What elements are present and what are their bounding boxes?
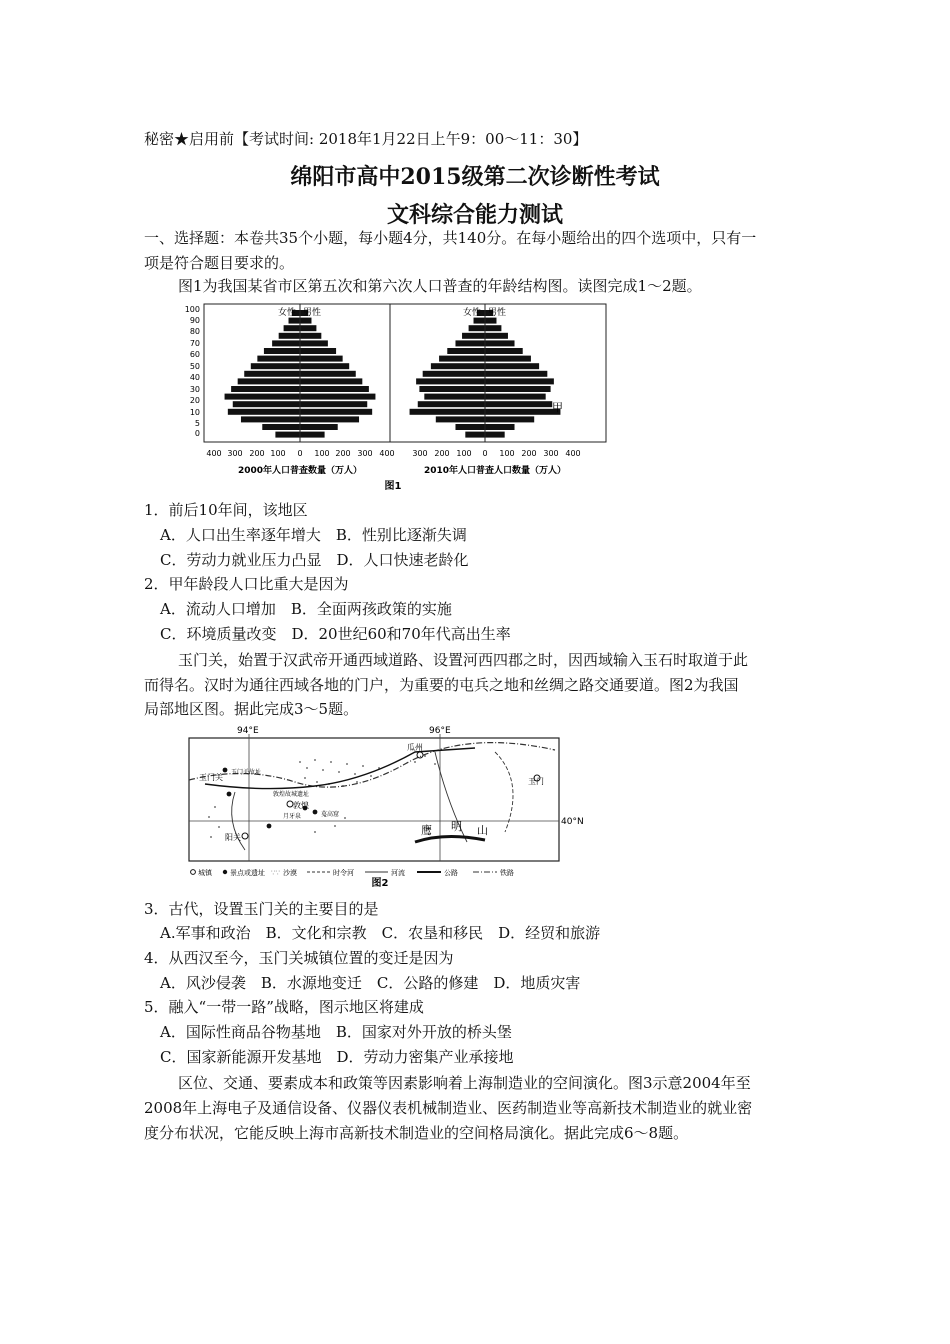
x-tick: 100	[314, 449, 330, 458]
left-axis-label: 2000年人口普查数量（万人）	[237, 466, 363, 476]
svg-text:∵∵: ∵∵	[271, 869, 280, 877]
place-yumen: 玉门	[528, 777, 544, 786]
figure1-svg	[180, 300, 610, 495]
passage3-line1: 区位、交通、要素成本和政策等因素影响着上海制造业的空间演化。图3示意2004年至	[178, 1074, 751, 1092]
town-dot	[417, 752, 423, 758]
railway	[189, 743, 555, 788]
legend-site: 景点或遗址	[230, 869, 265, 877]
lat-40-label: 40°N	[561, 817, 584, 827]
y-tick: 50	[189, 362, 200, 371]
x-tick: 300	[543, 449, 559, 458]
place-dunhuang: 敦煌	[293, 801, 309, 810]
site-dunhuang-old-city: 敦煌故城遗址	[273, 791, 310, 798]
passage2-line1: 玉门关，始置于汉武帝开通西域道路、设置河西四郡之时，因西域输入玉石时取道于此	[178, 651, 749, 669]
mountain-ridge	[415, 836, 485, 842]
lon-94-label: 94°E	[237, 726, 259, 736]
mountain-char-1: 鹰	[421, 824, 432, 837]
x-tick: 400	[206, 449, 222, 458]
site-dot	[223, 768, 228, 773]
y-tick: 70	[189, 339, 200, 348]
q5-options-ab: A．国际性商品谷物基地 B．国家对外开放的桥头堡	[160, 1023, 512, 1041]
x-tick: 400	[379, 449, 395, 458]
q3-stem: 3．古代，设置玉门关的主要目的是	[144, 900, 379, 918]
x-tick: 300	[227, 449, 243, 458]
site-mogao: 莫高窟	[321, 811, 340, 818]
intro-figure1: 图1为我国某省市区第五次和第六次人口普查的年龄结构图。读图完成1～2题。	[178, 277, 702, 295]
q1-options-cd: C．劳动力就业压力凸显 D．人口快速老龄化	[160, 551, 469, 569]
y-axis-ticks	[185, 305, 200, 438]
y-tick: 5	[194, 419, 200, 428]
legend-river: 河流	[391, 869, 405, 877]
legend-town: 城镇	[198, 869, 212, 877]
map-frame	[189, 738, 559, 861]
x-tick: 100	[456, 449, 472, 458]
passage3-line3: 度分布状况，它能反映上海市高新技术制造业的空间格局演化。据此完成6～8题。	[144, 1124, 689, 1142]
legend-seasonal-river: 时令河	[333, 869, 354, 877]
q4-stem: 4．从西汉至今，玉门关城镇位置的变迁是因为	[144, 949, 454, 967]
legend-railway: 铁路	[500, 869, 514, 877]
q5-stem: 5．融入“一带一路”战略，图示地区将建成	[144, 998, 424, 1016]
x-tick: 200	[335, 449, 351, 458]
lon-96-label: 96°E	[429, 726, 451, 736]
desert-area	[208, 755, 436, 838]
site-dot	[227, 792, 232, 797]
q4-options: A．风沙侵袭 B．水源地变迁 C．公路的修建 D．地质灾害	[160, 974, 581, 992]
q5-options-cd: C．国家新能源开发基地 D．劳动力密集产业承接地	[160, 1048, 514, 1066]
site-yueyaquan: 月牙泉	[283, 813, 302, 820]
sub-title: 文科综合能力测试	[386, 202, 563, 228]
y-tick: 10	[189, 408, 200, 417]
figure1-caption: 图1	[384, 481, 402, 492]
q2-options-cd: C．环境质量改变 D．20世纪60和70年代高出生率	[160, 625, 511, 643]
map-legend	[191, 868, 514, 877]
right-axis-label: 2010年人口普查人口数量（万人）	[423, 466, 567, 476]
place-yangguan: 阳关	[225, 833, 241, 842]
figure2-caption: 图2	[371, 878, 389, 889]
y-tick: 20	[189, 396, 200, 405]
q3-options: A.军事和政治 B．文化和宗教 C．农垦和移民 D．经贸和旅游	[160, 924, 601, 942]
x-tick: 0	[482, 449, 488, 458]
seasonal-river	[495, 752, 513, 832]
instructions-line2: 项是符合题目要求的。	[144, 254, 295, 272]
instructions-line1: 一、选择题：本卷共35个小题，每小题4分，共140分。在每小题给出的四个选项中，只有一	[144, 229, 757, 247]
passage3-line2: 2008年上海电子及通信设备、仪器仪表机械制造业、医药制造业等高新技术制造业的就业密	[144, 1099, 753, 1117]
male-label-right: 男性	[488, 308, 507, 318]
legend-desert: 沙漠	[283, 869, 297, 877]
y-tick: 60	[189, 350, 200, 359]
place-yumenguan: 玉门关	[199, 773, 223, 782]
passage2-line2: 而得名。汉时为通往西域各地的门户，为重要的屯兵之地和丝绸之路交通要道。图2为我国	[144, 676, 739, 694]
y-tick: 80	[189, 327, 200, 336]
x-tick: 300	[412, 449, 428, 458]
male-label-left: 男性	[303, 308, 322, 318]
mountain-char-3: 山	[477, 824, 488, 837]
x-tick: 200	[434, 449, 450, 458]
x-tick: 0	[297, 449, 303, 458]
site-yumenguan-old: 玉门关故址	[231, 769, 262, 776]
q1-stem: 1．前后10年间，该地区	[144, 501, 308, 519]
x-tick: 400	[565, 449, 581, 458]
q2-options-ab: A．流动人口增加 B．全面两孩政策的实施	[160, 600, 452, 618]
y-tick: 0	[194, 429, 200, 438]
passage2-line3: 局部地区图。据此完成3～5题。	[144, 700, 359, 718]
site-dot	[267, 824, 272, 829]
female-label-right: 女性	[463, 308, 482, 318]
y-tick: 90	[189, 316, 200, 325]
site-dot	[313, 810, 318, 815]
place-guazhou: 瓜州	[407, 743, 423, 752]
q2-stem: 2．甲年龄段人口比重大是因为	[144, 575, 349, 593]
x-tick: 100	[270, 449, 286, 458]
x-tick: 200	[249, 449, 265, 458]
legend-highway: 公路	[444, 869, 458, 877]
figure2-map	[185, 722, 584, 892]
mountain-char-2: 明	[451, 820, 462, 833]
q1-options-ab: A．人口出生率逐年增大 B．性别比逐渐失调	[160, 526, 467, 544]
town-dot	[242, 833, 248, 839]
x-axis-ticks-left	[206, 449, 394, 458]
x-tick: 200	[521, 449, 537, 458]
marker-jia: 甲	[552, 401, 563, 414]
figure1-population-pyramids	[180, 300, 610, 495]
x-axis-ticks-right	[412, 449, 580, 458]
y-tick: 30	[189, 385, 200, 394]
female-label-left: 女性	[278, 308, 297, 318]
y-tick: 100	[184, 305, 200, 314]
secret-header: 秘密★启用前【考试时间: 2018年1月22日上午9：00～11：30】	[144, 130, 588, 148]
x-tick: 100	[499, 449, 515, 458]
x-tick: 300	[357, 449, 373, 458]
y-tick: 40	[189, 373, 200, 382]
figure2-svg	[185, 722, 584, 892]
main-title: 绵阳市高中2015级第二次诊断性考试	[290, 164, 660, 190]
